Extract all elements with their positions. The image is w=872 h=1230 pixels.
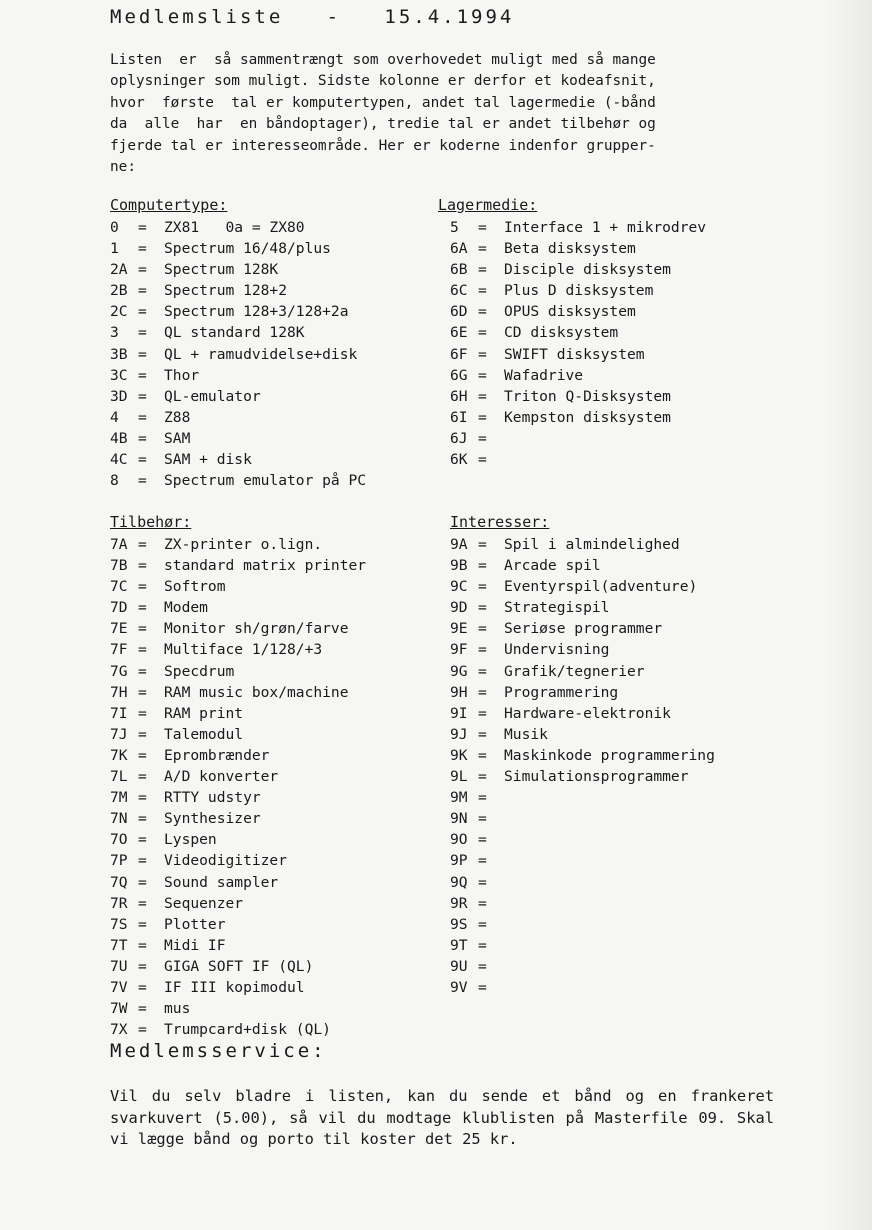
code-id: 6I [450,408,468,426]
code-entry [450,745,780,766]
equals-sign: = [478,408,496,426]
equals-sign: = [478,704,496,722]
code-entry [110,998,440,1019]
tilbehor-list [110,534,440,1040]
equals-sign: = [478,662,496,680]
code-entry [110,555,440,576]
equals-sign: = [478,599,496,617]
equals-sign: = [478,620,496,638]
equals-sign: = [138,219,156,236]
code-label: Spectrum emulator på PC [164,472,367,490]
code-id: 7J [110,725,128,743]
code-label: Maskinkode programmering [504,746,715,764]
code-entry [450,428,780,449]
interesser-list [450,534,780,998]
code-entry [110,280,440,301]
code-label: Undervisning [504,641,610,659]
code-entry [110,745,440,766]
lagermedie-list [450,217,780,470]
code-entry [450,935,780,956]
code-label: ZX81 0a = ZX80 [164,219,305,236]
code-label: A/D konverter [164,768,279,786]
code-entry [450,850,780,871]
code-entry [110,914,440,935]
equals-sign: = [138,789,156,807]
code-entry [450,682,780,703]
code-id: 7K [110,746,128,764]
code-label: Seriøse programmer [504,620,663,638]
code-label: Z88 [164,408,191,426]
code-label: Arcade spil [504,557,601,575]
code-entry [110,217,440,238]
equals-sign: = [138,915,156,933]
code-label: Eprombrænder [164,746,270,764]
code-entry [110,534,440,555]
code-id: 7C [110,578,128,596]
code-id: 7I [110,704,128,722]
equals-sign: = [138,557,156,575]
equals-sign: = [138,345,156,363]
computertype-heading: Computertype: [110,196,228,214]
tilbehor-heading: Tilbehør: [110,513,192,531]
service-paragraph: Vil du selv bladre i listen, kan du sende et bånd og en frankeret svarkuvert (5.00), så vil du modtage klublisten på Masterfile 09. Skal vi lægge bånd og porto til koster det 25 kr. [110,1087,774,1148]
equals-sign: = [138,852,156,870]
code-entry [450,703,780,724]
code-entry [110,808,440,829]
code-entry [450,808,780,829]
code-entry [450,597,780,618]
equals-sign: = [478,725,496,743]
equals-sign: = [138,1021,156,1039]
intro-line: oplysninger som muligt. Sidste kolonne er derfor et kodeafsnit, [110,73,656,90]
code-id: 7H [110,683,128,701]
code-label: QL-emulator [164,387,261,405]
equals-sign: = [138,303,156,321]
equals-sign: = [478,387,496,405]
code-entry [450,280,780,301]
code-entry [450,724,780,745]
code-label: Eventyrspil(adventure) [504,578,698,596]
code-id: 0 [110,219,119,236]
code-entry [450,238,780,259]
equals-sign: = [138,324,156,342]
equals-sign: = [478,303,496,321]
code-entry [110,344,440,365]
equals-sign: = [478,324,496,342]
equals-sign: = [478,240,496,258]
header-date: 15.4.1994 [384,6,515,28]
equals-sign: = [138,662,156,680]
code-entry [110,618,440,639]
equals-sign: = [138,472,156,490]
code-label: Lyspen [164,831,217,849]
code-entry [450,555,780,576]
code-label: Musik [504,725,548,743]
equals-sign: = [138,957,156,975]
code-entry [110,893,440,914]
equals-sign: = [138,1000,156,1018]
equals-sign: = [138,746,156,764]
code-label: Plotter [164,915,226,933]
equals-sign: = [478,915,496,933]
code-label: Simulationsprogrammer [504,768,689,786]
code-entry [110,301,440,322]
code-label: Hardware-elektronik [504,704,671,722]
equals-sign: = [478,936,496,954]
code-id: 6C [450,282,468,300]
code-id: 7U [110,957,128,975]
equals-sign: = [138,810,156,828]
code-label: Spil i almindelighed [504,536,680,553]
code-id: 7E [110,620,128,638]
code-label: Multiface 1/128/+3 [164,641,323,659]
code-id: 9B [450,557,468,575]
code-id: 7B [110,557,128,575]
code-entry [450,259,780,280]
code-label: SAM [164,429,191,447]
code-label: Modem [164,599,208,617]
code-entry [110,365,440,386]
code-id: 9G [450,662,468,680]
page-header [110,6,514,28]
code-entry [450,639,780,660]
code-id: 7R [110,894,128,912]
code-id: 7M [110,789,128,807]
code-entry [450,534,780,555]
equals-sign: = [138,768,156,786]
intro-line: da alle har en båndoptager), tredie tal er andet tilbehør og [110,116,656,133]
code-label: OPUS disksystem [504,303,636,321]
code-entry [110,259,440,280]
code-label: standard matrix printer [164,557,367,575]
interesser-heading: Interesser: [450,513,550,531]
code-id: 7G [110,662,128,680]
code-label: IF III kopimodul [164,978,305,996]
code-id: 7S [110,915,128,933]
code-label: Triton Q-Disksystem [504,387,671,405]
code-entry [450,829,780,850]
equals-sign: = [478,789,496,807]
code-label: SAM + disk [164,451,252,469]
code-label: QL standard 128K [164,324,305,342]
code-label: mus [164,1000,191,1018]
code-id: 9Q [450,873,468,891]
code-label: Disciple disksystem [504,261,671,279]
code-id: 7X [110,1021,128,1039]
equals-sign: = [138,408,156,426]
code-id: 4B [110,429,128,447]
code-entry [110,703,440,724]
code-entry [450,365,780,386]
code-id: 2A [110,261,128,279]
code-entry [110,386,440,407]
code-label: Softrom [164,578,226,596]
code-entry [110,449,440,470]
equals-sign: = [138,282,156,300]
code-id: 4C [110,451,128,469]
code-entry [110,322,440,343]
code-entry [450,977,780,998]
equals-sign: = [138,240,156,258]
equals-sign: = [138,261,156,279]
code-id: 7T [110,936,128,954]
code-entry [110,850,440,871]
code-label: Interface 1 + mikrodrev [504,219,707,236]
code-entry [110,1019,440,1040]
code-id: 3B [110,345,128,363]
equals-sign: = [138,620,156,638]
equals-sign: = [478,746,496,764]
computertype-list [110,217,440,491]
code-id: 6G [450,366,468,384]
code-id: 6B [450,261,468,279]
equals-sign: = [138,641,156,659]
equals-sign: = [478,451,496,469]
code-entry [450,914,780,935]
code-entry [450,766,780,787]
code-label: Strategispil [504,599,610,617]
code-entry [110,935,440,956]
code-label: Monitor sh/grøn/farve [164,620,349,638]
code-id: 9C [450,578,468,596]
code-entry [450,576,780,597]
page-title: Medlemsliste [110,6,284,28]
equals-sign: = [138,599,156,617]
code-label: Talemodul [164,725,244,743]
equals-sign: = [138,725,156,743]
code-entry [110,470,440,491]
code-label: Beta disksystem [504,240,636,258]
equals-sign: = [478,957,496,975]
code-label: Programmering [504,683,619,701]
code-label: CD disksystem [504,324,619,342]
equals-sign: = [138,387,156,405]
code-id: 2C [110,303,128,321]
code-entry [110,639,440,660]
code-label: RAM print [164,704,244,722]
lagermedie-heading: Lagermedie: [438,196,538,214]
code-label: Midi IF [164,936,226,954]
code-label: Spectrum 16/48/plus [164,240,331,258]
equals-sign: = [478,873,496,891]
code-id: 7Q [110,873,128,891]
code-id: 6F [450,345,468,363]
equals-sign: = [478,894,496,912]
equals-sign: = [138,936,156,954]
code-entry [450,661,780,682]
code-id: 5 [450,219,459,236]
code-entry [110,977,440,998]
code-id: 6D [450,303,468,321]
code-entry [110,829,440,850]
code-label: ZX-printer o.lign. [164,536,323,553]
equals-sign: = [478,768,496,786]
code-id: 9V [450,978,468,996]
intro-paragraph [110,50,790,178]
equals-sign: = [138,683,156,701]
code-label: RAM music box/machine [164,683,349,701]
code-entry [450,386,780,407]
equals-sign: = [478,683,496,701]
code-entry [450,449,780,470]
code-entry [450,407,780,428]
code-label: Sequenzer [164,894,244,912]
code-label: Wafadrive [504,366,584,384]
page-edge-shadow [824,0,872,1230]
equals-sign: = [478,219,496,236]
code-label: Spectrum 128+2 [164,282,288,300]
code-entry [110,576,440,597]
code-id: 9A [450,536,468,553]
code-entry [110,597,440,618]
equals-sign: = [138,873,156,891]
code-label: Videodigitizer [164,852,288,870]
intro-line: Listen er så sammentrængt som overhovedet muligt med så mange [110,52,656,68]
equals-sign: = [138,831,156,849]
code-id: 1 [110,240,119,258]
code-id: 9I [450,704,468,722]
code-entry [110,682,440,703]
code-id: 2B [110,282,128,300]
code-entry [110,724,440,745]
code-id: 6K [450,451,468,469]
code-label: Trumpcard+disk (QL) [164,1021,331,1039]
code-id: 7A [110,536,128,553]
equals-sign: = [138,704,156,722]
intro-line: ne: [110,159,136,176]
equals-sign: = [478,261,496,279]
equals-sign: = [478,345,496,363]
equals-sign: = [478,831,496,849]
code-id: 9F [450,641,468,659]
code-label: SWIFT disksystem [504,345,645,363]
equals-sign: = [478,978,496,996]
code-id: 9H [450,683,468,701]
code-entry [450,618,780,639]
code-id: 9O [450,831,468,849]
code-id: 7P [110,852,128,870]
equals-sign: = [478,641,496,659]
code-id: 9R [450,894,468,912]
code-id: 8 [110,472,119,490]
code-entry [110,407,440,428]
code-entry [450,217,780,238]
equals-sign: = [138,894,156,912]
service-title: Medlemsservice: [110,1040,327,1062]
code-entry [110,661,440,682]
code-id: 9S [450,915,468,933]
code-id: 9K [450,746,468,764]
equals-sign: = [478,557,496,575]
code-id: 6A [450,240,468,258]
code-id: 7W [110,1000,128,1018]
header-dash: - [326,6,342,28]
code-entry [450,787,780,808]
code-entry [110,428,440,449]
code-label: Grafik/tegnerier [504,662,645,680]
equals-sign: = [138,451,156,469]
code-label: Spectrum 128+3/128+2a [164,303,349,321]
code-id: 7L [110,768,128,786]
code-id: 7N [110,810,128,828]
equals-sign: = [478,852,496,870]
code-entry [110,766,440,787]
intro-line: fjerde tal er interesseområde. Her er koderne indenfor grupper- [110,137,656,154]
code-label: Kempston disksystem [504,408,671,426]
equals-sign: = [138,978,156,996]
equals-sign: = [138,366,156,384]
code-id: 9M [450,789,468,807]
code-label: Thor [164,366,200,384]
equals-sign: = [138,429,156,447]
code-entry [110,872,440,893]
code-entry [450,872,780,893]
code-id: 9T [450,936,468,954]
code-id: 9U [450,957,468,975]
code-id: 9L [450,768,468,786]
code-entry [450,344,780,365]
code-id: 7F [110,641,128,659]
equals-sign: = [478,810,496,828]
code-label: Sound sampler [164,873,279,891]
equals-sign: = [138,578,156,596]
code-id: 7O [110,831,128,849]
code-label: Specdrum [164,662,235,680]
code-entry [450,322,780,343]
code-id: 3D [110,387,128,405]
code-entry [110,956,440,977]
code-id: 3 [110,324,119,342]
code-entry [110,787,440,808]
equals-sign: = [138,536,156,553]
code-id: 9J [450,725,468,743]
code-id: 7D [110,599,128,617]
code-id: 9N [450,810,468,828]
code-id: 6H [450,387,468,405]
equals-sign: = [478,366,496,384]
code-entry [110,238,440,259]
code-label: Plus D disksystem [504,282,654,300]
code-id: 6E [450,324,468,342]
equals-sign: = [478,578,496,596]
code-label: Spectrum 128K [164,261,279,279]
code-label: GIGA SOFT IF (QL) [164,957,314,975]
equals-sign: = [478,429,496,447]
code-label: Synthesizer [164,810,261,828]
code-entry [450,956,780,977]
equals-sign: = [478,536,496,553]
code-id: 4 [110,408,119,426]
code-label: RTTY udstyr [164,789,261,807]
code-id: 3C [110,366,128,384]
code-entry [450,893,780,914]
intro-line: hvor første tal er komputertypen, andet tal lagermedie (-bånd [110,94,656,111]
code-id: 6J [450,429,468,447]
code-id: 9P [450,852,468,870]
code-entry [450,301,780,322]
code-id: 9D [450,599,468,617]
equals-sign: = [478,282,496,300]
code-id: 9E [450,620,468,638]
code-id: 7V [110,978,128,996]
code-label: QL + ramudvidelse+disk [164,345,358,363]
